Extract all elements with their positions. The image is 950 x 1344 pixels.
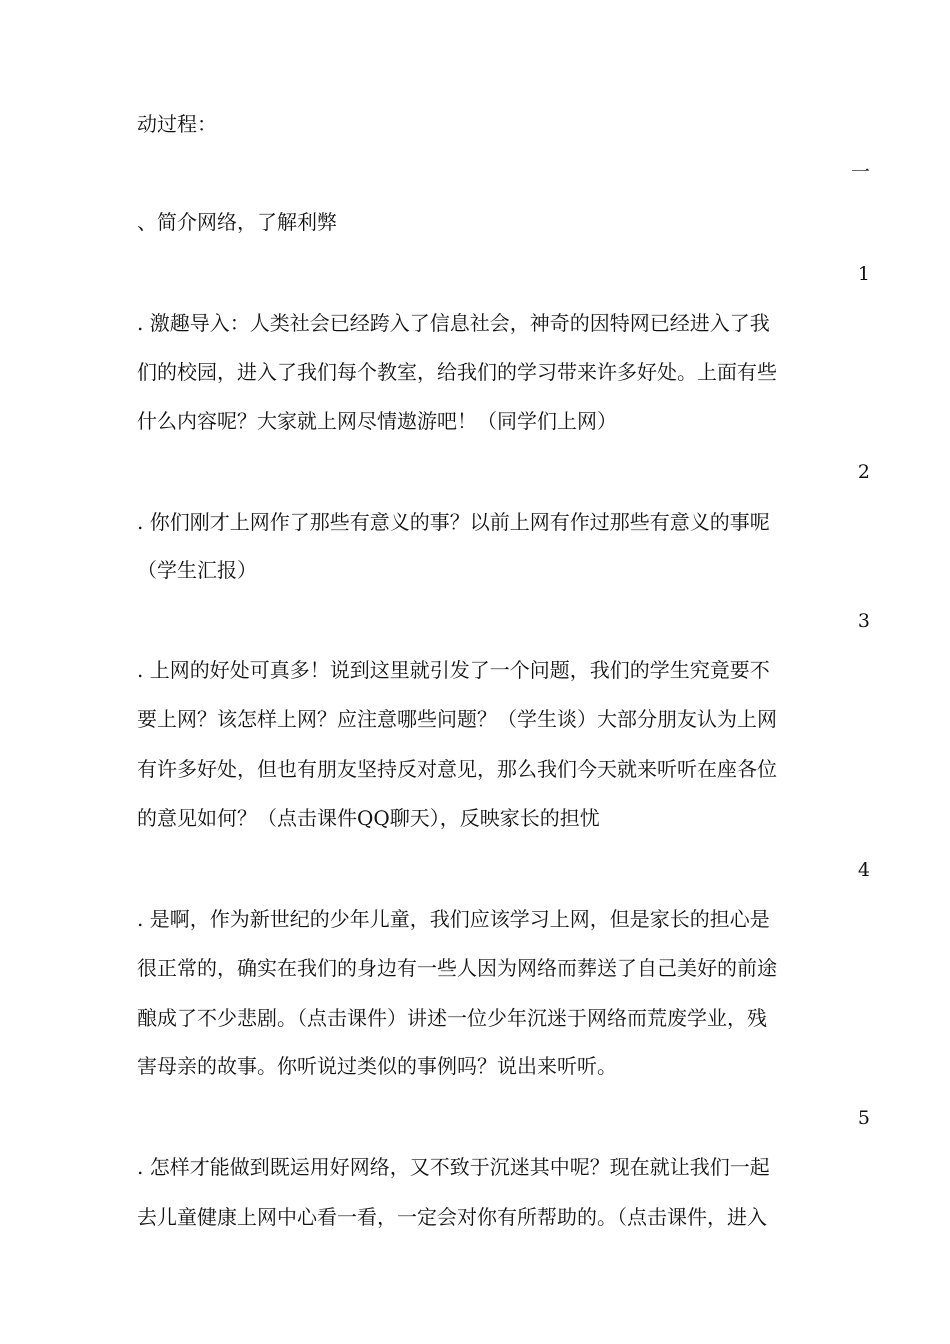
paragraph-line: （学生汇报）	[137, 558, 257, 582]
item-number: 4	[857, 859, 870, 881]
paragraph-line: . 你们刚才上网作了那些有意义的事？以前上网有作过那些有意义的事呢	[137, 510, 770, 534]
heading: 动过程：	[137, 112, 217, 136]
paragraph-line: . 上网的好处可真多！说到这里就引发了一个问题，我们的学生究竟要不	[137, 658, 770, 682]
item-number: 2	[857, 461, 870, 483]
item-number: 1	[857, 263, 870, 285]
paragraph-line: 害母亲的故事。你听说过类似的事例吗？说出来听听。	[137, 1054, 617, 1078]
paragraph-line: 的意见如何？（点击课件QQ聊天），反映家长的担忧	[137, 806, 600, 830]
paragraph-line: 有许多好处，但也有朋友坚持反对意见，那么我们今天就来听听在座各位	[137, 757, 777, 781]
paragraph-line: 们的校园，进入了我们每个教室，给我们的学习带来许多好处。上面有些	[137, 360, 777, 384]
paragraph-line: 去儿童健康上网中心看一看，一定会对你有所帮助的。（点击课件，进入	[137, 1205, 767, 1229]
paragraph-line: 酿成了不少悲剧。（点击课件）讲述一位少年沉迷于网络而荒废学业，残	[137, 1006, 767, 1030]
section-title: 、简介网络，了解利弊	[137, 210, 337, 234]
paragraph-line: . 怎样才能做到既运用好网络，又不致于沉迷其中呢？现在就让我们一起	[137, 1155, 770, 1179]
paragraph-line: . 是啊，作为新世纪的少年儿童，我们应该学习上网，但是家长的担心是	[137, 907, 770, 931]
paragraph-line: 什么内容呢？大家就上网尽情遨游吧！（同学们上网）	[137, 409, 617, 433]
paragraph-line: . 激趣导入：人类社会已经跨入了信息社会，神奇的因特网已经进入了我	[137, 311, 770, 335]
paragraph-line: 要上网？该怎样上网？应注意哪些问题？（学生谈）大部分朋友认为上网	[137, 707, 777, 731]
paragraph-line: 很正常的，确实在我们的身边有一些人因为网络而葬送了自己美好的前途	[137, 956, 777, 980]
item-number: 3	[857, 610, 870, 632]
section-marker: 一	[850, 161, 870, 183]
item-number: 5	[857, 1107, 870, 1129]
